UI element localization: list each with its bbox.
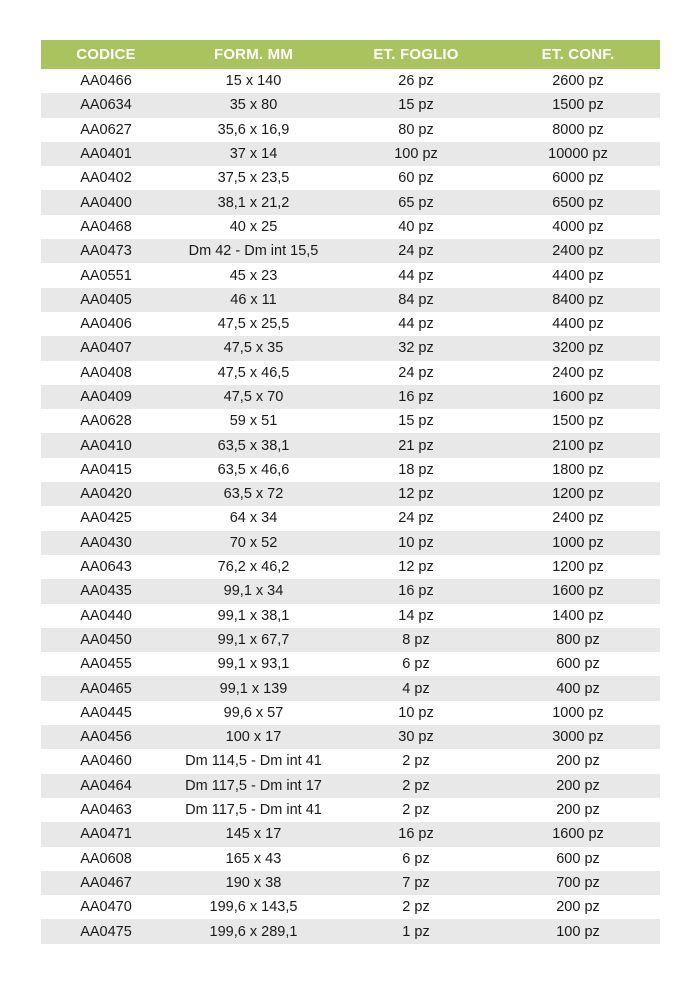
cell-codice: AA0430 bbox=[41, 531, 171, 555]
table-row bbox=[41, 798, 660, 822]
cell-et-conf: 1000 pz bbox=[496, 701, 660, 725]
cell-codice: AA0468 bbox=[41, 215, 171, 239]
cell-codice: AA0405 bbox=[41, 288, 171, 312]
cell-formato: 199,6 x 143,5 bbox=[171, 895, 336, 919]
cell-codice: AA0460 bbox=[41, 749, 171, 773]
cell-et-conf: 600 pz bbox=[496, 652, 660, 676]
cell-et-conf: 8000 pz bbox=[496, 118, 660, 142]
table-row bbox=[41, 166, 660, 190]
cell-formato: 99,1 x 139 bbox=[171, 676, 336, 700]
cell-formato: 35,6 x 16,9 bbox=[171, 118, 336, 142]
cell-et-foglio: 8 pz bbox=[336, 628, 496, 652]
cell-et-foglio: 44 pz bbox=[336, 312, 496, 336]
table-row bbox=[41, 871, 660, 895]
table-row bbox=[41, 774, 660, 798]
cell-et-foglio: 24 pz bbox=[336, 506, 496, 530]
cell-formato: 99,1 x 93,1 bbox=[171, 652, 336, 676]
cell-et-foglio: 6 pz bbox=[336, 652, 496, 676]
cell-codice: AA0401 bbox=[41, 142, 171, 166]
table-row bbox=[41, 458, 660, 482]
table-row bbox=[41, 579, 660, 603]
cell-et-foglio: 2 pz bbox=[336, 749, 496, 773]
cell-et-conf: 10000 pz bbox=[496, 142, 660, 166]
cell-codice: AA0634 bbox=[41, 93, 171, 117]
table-row bbox=[41, 531, 660, 555]
cell-et-foglio: 2 pz bbox=[336, 895, 496, 919]
cell-et-foglio: 2 pz bbox=[336, 774, 496, 798]
cell-formato: 46 x 11 bbox=[171, 288, 336, 312]
cell-formato: 190 x 38 bbox=[171, 871, 336, 895]
cell-formato: 35 x 80 bbox=[171, 93, 336, 117]
table-row bbox=[41, 409, 660, 433]
cell-formato: Dm 42 - Dm int 15,5 bbox=[171, 239, 336, 263]
cell-formato: 64 x 34 bbox=[171, 506, 336, 530]
cell-et-foglio: 24 pz bbox=[336, 361, 496, 385]
cell-codice: AA0408 bbox=[41, 361, 171, 385]
cell-et-conf: 2100 pz bbox=[496, 433, 660, 457]
cell-formato: 45 x 23 bbox=[171, 263, 336, 287]
table-row bbox=[41, 361, 660, 385]
cell-formato: 76,2 x 46,2 bbox=[171, 555, 336, 579]
column-header-et-conf: ET. CONF. bbox=[496, 40, 660, 69]
cell-et-conf: 400 pz bbox=[496, 676, 660, 700]
cell-et-conf: 2600 pz bbox=[496, 69, 660, 93]
cell-codice: AA0463 bbox=[41, 798, 171, 822]
cell-et-foglio: 2 pz bbox=[336, 798, 496, 822]
cell-formato: 38,1 x 21,2 bbox=[171, 190, 336, 214]
cell-codice: AA0475 bbox=[41, 919, 171, 943]
cell-et-foglio: 15 pz bbox=[336, 93, 496, 117]
table-row bbox=[41, 847, 660, 871]
cell-et-foglio: 4 pz bbox=[336, 676, 496, 700]
cell-et-conf: 200 pz bbox=[496, 895, 660, 919]
cell-formato: 63,5 x 72 bbox=[171, 482, 336, 506]
table-row bbox=[41, 190, 660, 214]
cell-formato: 99,1 x 34 bbox=[171, 579, 336, 603]
cell-et-conf: 100 pz bbox=[496, 919, 660, 943]
cell-et-foglio: 21 pz bbox=[336, 433, 496, 457]
table-row bbox=[41, 336, 660, 360]
cell-et-conf: 6000 pz bbox=[496, 166, 660, 190]
cell-codice: AA0465 bbox=[41, 676, 171, 700]
cell-et-conf: 1800 pz bbox=[496, 458, 660, 482]
table-row bbox=[41, 312, 660, 336]
cell-codice: AA0400 bbox=[41, 190, 171, 214]
table-body bbox=[41, 69, 660, 944]
cell-formato: 63,5 x 46,6 bbox=[171, 458, 336, 482]
cell-formato: 99,6 x 57 bbox=[171, 701, 336, 725]
cell-codice: AA0445 bbox=[41, 701, 171, 725]
cell-codice: AA0467 bbox=[41, 871, 171, 895]
cell-formato: 199,6 x 289,1 bbox=[171, 919, 336, 943]
cell-et-conf: 700 pz bbox=[496, 871, 660, 895]
cell-formato: 40 x 25 bbox=[171, 215, 336, 239]
column-header-formato: FORM. MM bbox=[171, 40, 336, 69]
product-table-container bbox=[41, 40, 660, 944]
cell-et-foglio: 16 pz bbox=[336, 385, 496, 409]
cell-et-foglio: 10 pz bbox=[336, 531, 496, 555]
cell-codice: AA0409 bbox=[41, 385, 171, 409]
cell-et-conf: 2400 pz bbox=[496, 361, 660, 385]
cell-formato: 165 x 43 bbox=[171, 847, 336, 871]
cell-codice: AA0440 bbox=[41, 604, 171, 628]
cell-et-conf: 200 pz bbox=[496, 749, 660, 773]
cell-codice: AA0435 bbox=[41, 579, 171, 603]
cell-codice: AA0425 bbox=[41, 506, 171, 530]
table-row bbox=[41, 676, 660, 700]
table-row bbox=[41, 215, 660, 239]
cell-formato: 47,5 x 46,5 bbox=[171, 361, 336, 385]
cell-et-conf: 600 pz bbox=[496, 847, 660, 871]
cell-et-conf: 1400 pz bbox=[496, 604, 660, 628]
cell-et-conf: 1200 pz bbox=[496, 482, 660, 506]
cell-et-foglio: 32 pz bbox=[336, 336, 496, 360]
cell-codice: AA0407 bbox=[41, 336, 171, 360]
cell-formato: 37,5 x 23,5 bbox=[171, 166, 336, 190]
column-header-codice: CODICE bbox=[41, 40, 171, 69]
table-row bbox=[41, 118, 660, 142]
product-table bbox=[41, 40, 660, 944]
table-header bbox=[41, 40, 660, 69]
cell-et-foglio: 24 pz bbox=[336, 239, 496, 263]
header-row bbox=[41, 40, 660, 69]
cell-formato: 70 x 52 bbox=[171, 531, 336, 555]
table-row bbox=[41, 93, 660, 117]
table-row bbox=[41, 142, 660, 166]
table-row bbox=[41, 628, 660, 652]
cell-et-foglio: 10 pz bbox=[336, 701, 496, 725]
cell-codice: AA0627 bbox=[41, 118, 171, 142]
cell-et-foglio: 12 pz bbox=[336, 555, 496, 579]
cell-formato: 63,5 x 38,1 bbox=[171, 433, 336, 457]
cell-codice: AA0402 bbox=[41, 166, 171, 190]
cell-formato: 37 x 14 bbox=[171, 142, 336, 166]
cell-codice: AA0415 bbox=[41, 458, 171, 482]
cell-et-foglio: 100 pz bbox=[336, 142, 496, 166]
cell-et-conf: 2400 pz bbox=[496, 239, 660, 263]
cell-et-foglio: 12 pz bbox=[336, 482, 496, 506]
cell-et-conf: 2400 pz bbox=[496, 506, 660, 530]
table-row bbox=[41, 555, 660, 579]
cell-et-conf: 8400 pz bbox=[496, 288, 660, 312]
table-row bbox=[41, 288, 660, 312]
cell-formato: Dm 114,5 - Dm int 41 bbox=[171, 749, 336, 773]
table-row bbox=[41, 749, 660, 773]
cell-et-conf: 200 pz bbox=[496, 798, 660, 822]
table-row bbox=[41, 725, 660, 749]
cell-et-foglio: 80 pz bbox=[336, 118, 496, 142]
cell-codice: AA0643 bbox=[41, 555, 171, 579]
cell-et-conf: 1600 pz bbox=[496, 579, 660, 603]
cell-et-conf: 3200 pz bbox=[496, 336, 660, 360]
cell-et-foglio: 18 pz bbox=[336, 458, 496, 482]
cell-et-conf: 4400 pz bbox=[496, 263, 660, 287]
cell-formato: 145 x 17 bbox=[171, 822, 336, 846]
cell-codice: AA0410 bbox=[41, 433, 171, 457]
table-row bbox=[41, 482, 660, 506]
table-row bbox=[41, 433, 660, 457]
cell-codice: AA0628 bbox=[41, 409, 171, 433]
cell-et-foglio: 44 pz bbox=[336, 263, 496, 287]
cell-codice: AA0551 bbox=[41, 263, 171, 287]
cell-et-conf: 1600 pz bbox=[496, 822, 660, 846]
table-row bbox=[41, 506, 660, 530]
cell-et-foglio: 16 pz bbox=[336, 822, 496, 846]
table-row bbox=[41, 239, 660, 263]
cell-et-conf: 6500 pz bbox=[496, 190, 660, 214]
cell-codice: AA0470 bbox=[41, 895, 171, 919]
cell-et-foglio: 60 pz bbox=[336, 166, 496, 190]
table-row bbox=[41, 895, 660, 919]
cell-codice: AA0455 bbox=[41, 652, 171, 676]
cell-et-conf: 4000 pz bbox=[496, 215, 660, 239]
cell-codice: AA0471 bbox=[41, 822, 171, 846]
cell-formato: 99,1 x 67,7 bbox=[171, 628, 336, 652]
cell-et-foglio: 16 pz bbox=[336, 579, 496, 603]
cell-codice: AA0456 bbox=[41, 725, 171, 749]
column-header-et-foglio: ET. FOGLIO bbox=[336, 40, 496, 69]
table-row bbox=[41, 263, 660, 287]
cell-formato: 47,5 x 35 bbox=[171, 336, 336, 360]
cell-formato: Dm 117,5 - Dm int 41 bbox=[171, 798, 336, 822]
cell-formato: 15 x 140 bbox=[171, 69, 336, 93]
table-row bbox=[41, 385, 660, 409]
cell-codice: AA0466 bbox=[41, 69, 171, 93]
cell-formato: Dm 117,5 - Dm int 17 bbox=[171, 774, 336, 798]
cell-et-foglio: 30 pz bbox=[336, 725, 496, 749]
cell-et-conf: 1200 pz bbox=[496, 555, 660, 579]
cell-formato: 59 x 51 bbox=[171, 409, 336, 433]
cell-et-foglio: 6 pz bbox=[336, 847, 496, 871]
table-row bbox=[41, 822, 660, 846]
cell-et-conf: 3000 pz bbox=[496, 725, 660, 749]
cell-formato: 99,1 x 38,1 bbox=[171, 604, 336, 628]
cell-et-foglio: 14 pz bbox=[336, 604, 496, 628]
cell-et-conf: 4400 pz bbox=[496, 312, 660, 336]
cell-codice: AA0608 bbox=[41, 847, 171, 871]
cell-et-conf: 1600 pz bbox=[496, 385, 660, 409]
cell-et-conf: 1000 pz bbox=[496, 531, 660, 555]
cell-et-foglio: 65 pz bbox=[336, 190, 496, 214]
cell-et-foglio: 1 pz bbox=[336, 919, 496, 943]
cell-codice: AA0406 bbox=[41, 312, 171, 336]
cell-codice: AA0420 bbox=[41, 482, 171, 506]
cell-codice: AA0473 bbox=[41, 239, 171, 263]
cell-et-foglio: 40 pz bbox=[336, 215, 496, 239]
cell-et-conf: 200 pz bbox=[496, 774, 660, 798]
cell-et-conf: 1500 pz bbox=[496, 93, 660, 117]
table-row bbox=[41, 604, 660, 628]
cell-codice: AA0464 bbox=[41, 774, 171, 798]
cell-et-foglio: 7 pz bbox=[336, 871, 496, 895]
cell-et-conf: 1500 pz bbox=[496, 409, 660, 433]
cell-formato: 47,5 x 70 bbox=[171, 385, 336, 409]
table-row bbox=[41, 652, 660, 676]
cell-formato: 47,5 x 25,5 bbox=[171, 312, 336, 336]
cell-et-foglio: 84 pz bbox=[336, 288, 496, 312]
cell-et-foglio: 15 pz bbox=[336, 409, 496, 433]
table-row bbox=[41, 69, 660, 93]
cell-et-foglio: 26 pz bbox=[336, 69, 496, 93]
cell-codice: AA0450 bbox=[41, 628, 171, 652]
table-row bbox=[41, 919, 660, 943]
cell-et-conf: 800 pz bbox=[496, 628, 660, 652]
cell-formato: 100 x 17 bbox=[171, 725, 336, 749]
table-row bbox=[41, 701, 660, 725]
